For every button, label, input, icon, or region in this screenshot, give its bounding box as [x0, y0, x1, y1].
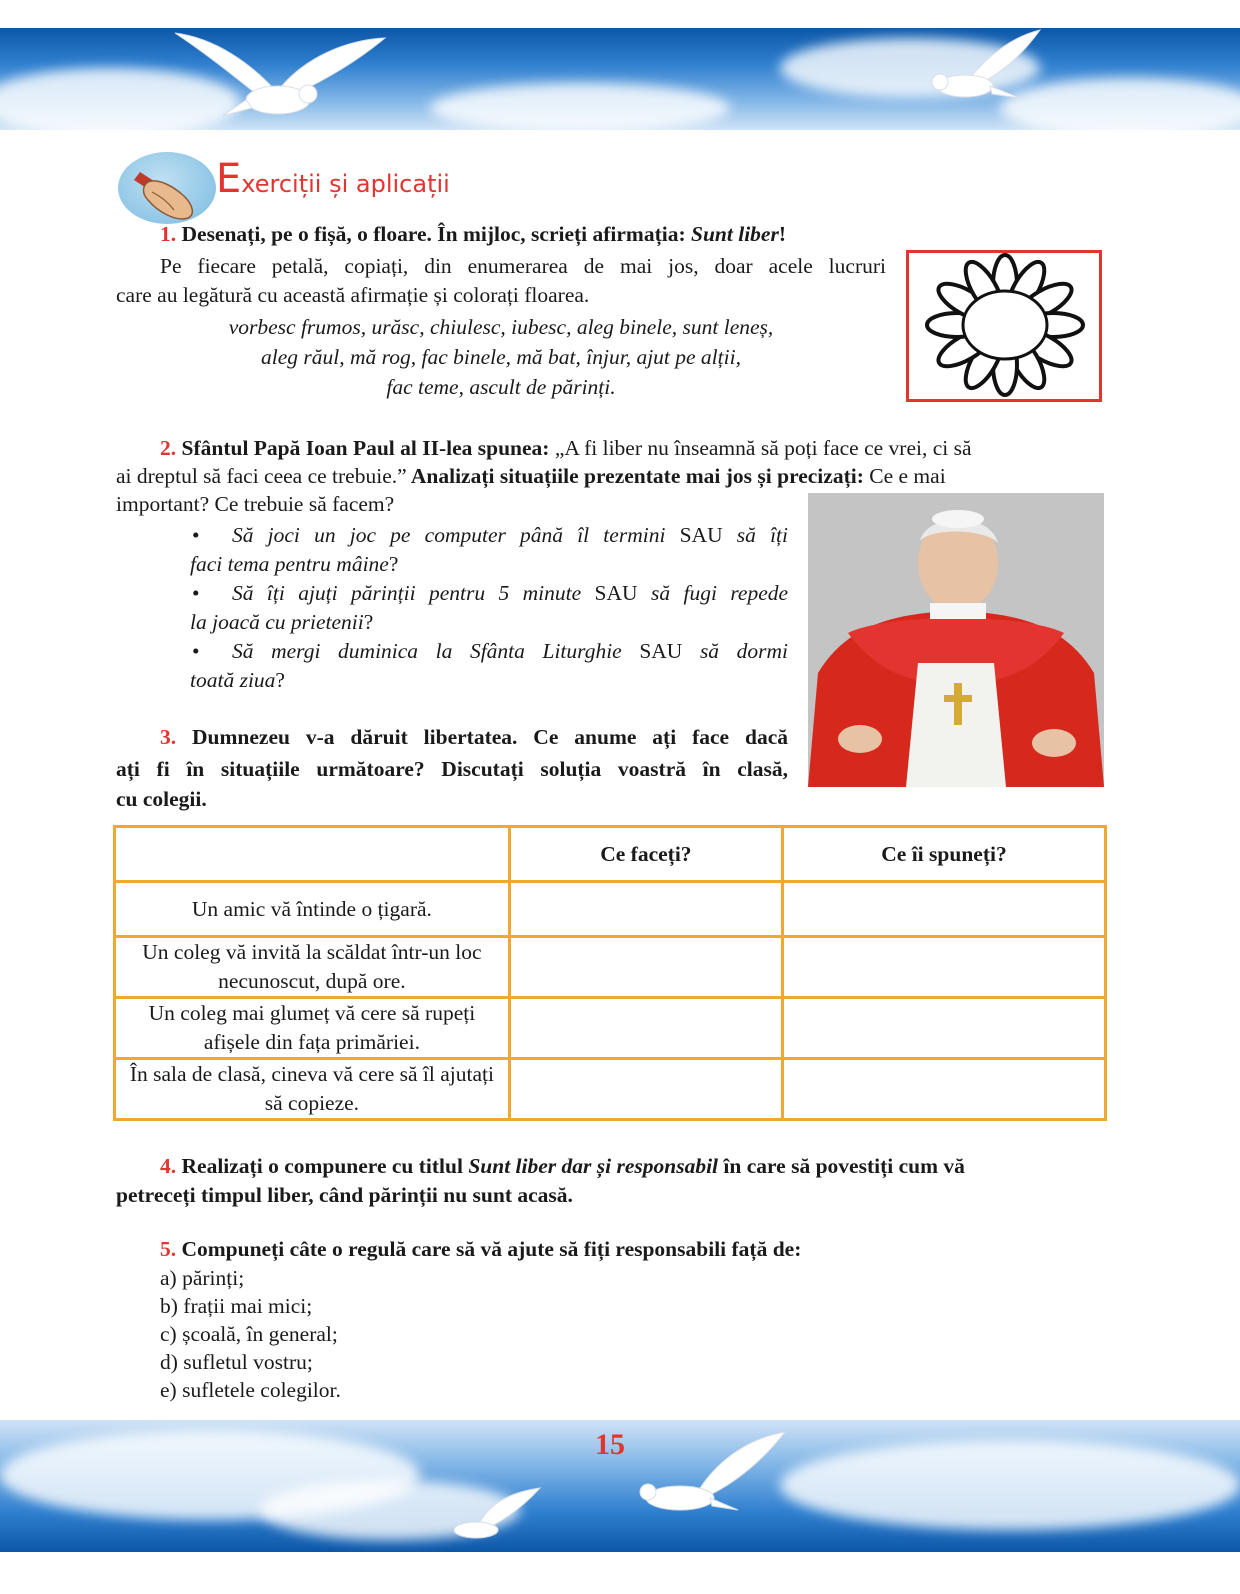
situation-cell: În sala de clasă, cineva vă cere să îl ajutați să copieze. [115, 1059, 510, 1120]
answer-cell[interactable] [782, 1059, 1105, 1120]
situations-table [113, 825, 1107, 1121]
list-item: d) sufletul vostru; [160, 1350, 313, 1374]
exercise-3-line-3: cu colegii. [116, 787, 207, 811]
exercise-2-line-2: ai dreptul să faci ceea ce trebuie.” Analizați situațiile prezentate mai jos și precizați: Ce e mai [116, 464, 946, 488]
situation-cell: Un amic vă întinde o țigară. [115, 882, 510, 937]
table-row [115, 998, 1106, 1059]
exercise-1-instruction: 1. Desenați, pe o fișă, o floare. În mijloc, scrieți afirmația: Sunt liber! [160, 222, 787, 246]
word-list-line: fac teme, ascult de părinți. [386, 375, 616, 399]
list-item: e) sufletele colegilor. [160, 1378, 341, 1402]
flower-illustration [906, 250, 1102, 402]
exercise-1-text-line: care au legătură cu această afirmație și colorați floarea. [116, 283, 590, 307]
bullet-item: • Să mergi duminica la Sfânta Liturghie SAU să dormi toată ziua? [190, 639, 789, 692]
table-header-row [115, 827, 1106, 882]
answer-cell[interactable] [509, 998, 782, 1059]
section-title: Exerciții și aplicații [216, 156, 450, 202]
writing-hand-icon [118, 152, 216, 224]
situation-cell: Un coleg mai glumeț vă cere să rupeți afișele din fața primăriei. [115, 998, 510, 1059]
answer-cell[interactable] [509, 882, 782, 937]
list-item: c) școală, în general; [160, 1322, 338, 1346]
bullet-item: • Să îți ajuți părinții pentru 5 minute SAU să fugi repede la joacă cu prietenii? [190, 581, 789, 634]
top-sky-banner [0, 28, 1240, 130]
answer-cell[interactable] [782, 882, 1105, 937]
dove-icon [430, 1486, 550, 1546]
section-heading [118, 148, 618, 228]
exercise-2-line-1: 2. Sfântul Papă Ioan Paul al II-lea spunea: „A fi liber nu înseamnă să poți face ce vrei, ci să [160, 436, 972, 460]
exercise-4-line-1: 4. Realizați o compunere cu titlul Sunt liber dar și responsabil în care să povestiți cum vă [160, 1154, 965, 1178]
word-list-line: vorbesc frumos, urăsc, chiulesc, iubesc, aleg binele, sunt leneș, [228, 315, 774, 339]
exercise-3-line-2: ați fi în situațiile următoare? Discutați soluția voastră în clasă, [116, 757, 788, 781]
table-header-cell: Ce faceți? [509, 827, 782, 882]
table-header-cell: Ce îi spuneți? [782, 827, 1105, 882]
exercise-1-text-line: Pe fiecare petală, copiați, din enumerarea de mai jos, doar acele lucruri [160, 254, 886, 278]
page-number: 15 [595, 1428, 625, 1461]
list-item: a) părinți; [160, 1266, 245, 1290]
situation-cell: Un coleg vă invită la scăldat într-un loc necunoscut, după ore. [115, 937, 510, 998]
dove-icon [160, 28, 390, 130]
dove-icon [880, 28, 1050, 118]
exercise-2-line-3: important? Ce trebuie să facem? [116, 492, 395, 516]
bullet-item: • Să joci un joc pe computer până îl termini SAU să îți faci tema pentru mâine? [190, 523, 788, 576]
table-row [115, 882, 1106, 937]
word-list-line: aleg răul, mă rog, fac binele, mă bat, înjur, ajut pe alții, [261, 345, 741, 369]
exercise-3-line-1: 3. Dumnezeu v-a dăruit libertatea. Ce anume ați face dacă [160, 725, 788, 749]
answer-cell[interactable] [509, 1059, 782, 1120]
table-row [115, 1059, 1106, 1120]
table-header-cell [115, 827, 510, 882]
list-item: b) frații mai mici; [160, 1294, 313, 1318]
table-row [115, 937, 1106, 998]
answer-cell[interactable] [782, 937, 1105, 998]
exercise-5-instruction: 5. Compuneți câte o regulă care să vă ajute să fiți responsabili față de: [160, 1237, 802, 1261]
answer-cell[interactable] [782, 998, 1105, 1059]
exercise-4-line-2: petreceți timpul liber, când părinții nu sunt acasă. [116, 1183, 573, 1207]
pope-photo [808, 493, 1104, 787]
answer-cell[interactable] [509, 937, 782, 998]
dove-icon [620, 1428, 790, 1528]
